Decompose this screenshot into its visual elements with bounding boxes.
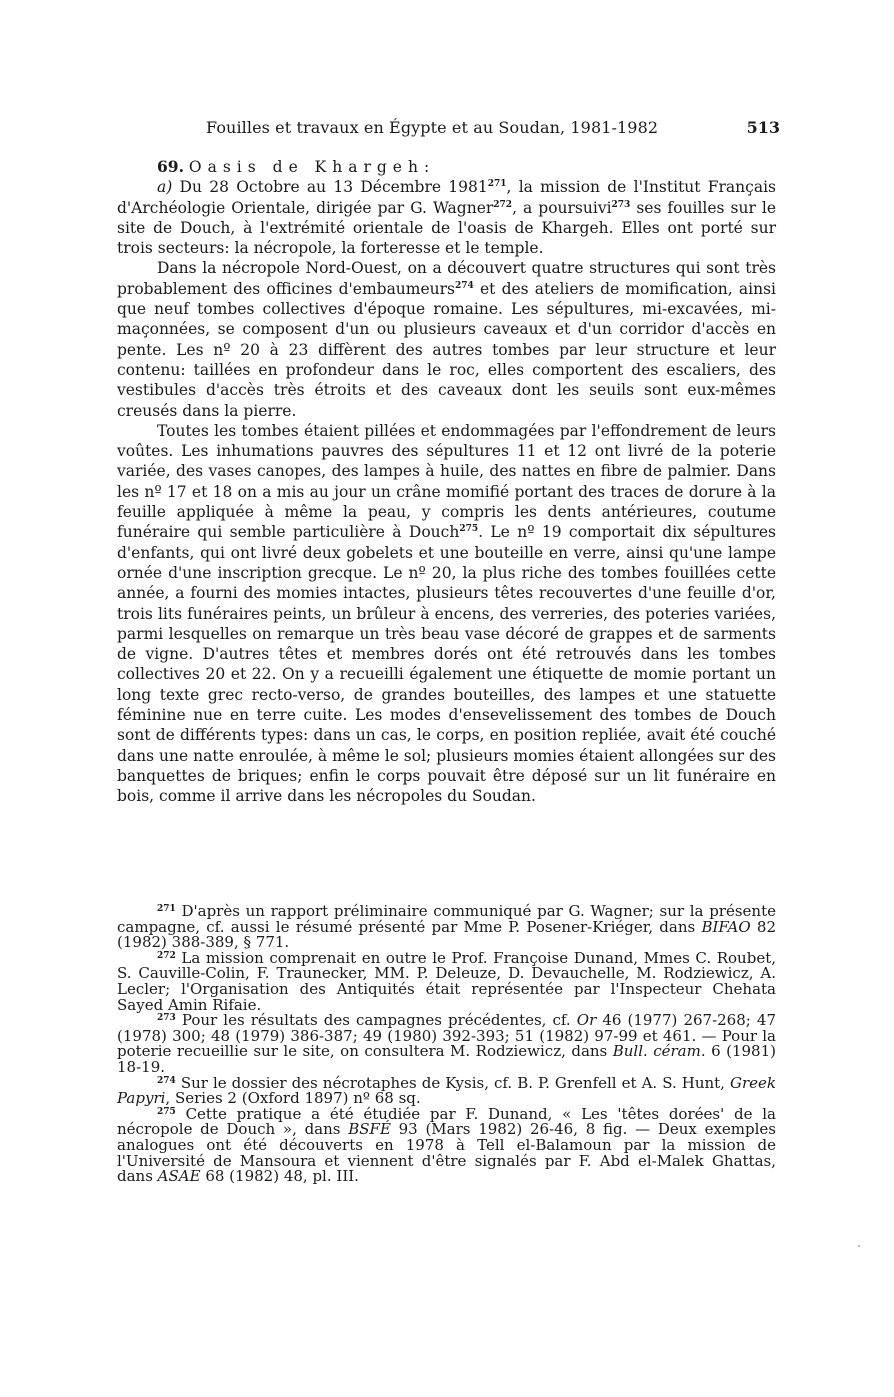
paragraph-1 <box>117 177 776 258</box>
text-run: Toutes les tombes étaient pillées et endommagées par l'effondrement de leurs voûtes. Les inhumations pauvres des sépultures 11 et 12 ont livré de la poterie variée, des vases canopes, des lampes à huile, des nattes en fibre de palmier. Dans les nº 17 et 18 on a mis au jour un crâne momifié portant des traces de dorure à la feuille appliquée à même la peau, y compris les dents antérieures, coutume funéraire qui semble particulière à Douch <box>117 421 776 542</box>
text-run: , Series 2 (Oxford 1897) nº 68 sq. <box>165 1089 421 1108</box>
book-title: Greek Papyri <box>117 1073 776 1108</box>
section-number: 69. <box>157 157 184 176</box>
paragraph-3 <box>117 421 776 807</box>
text-run: 93 (Mars 1982) 26-46, 8 fig. — Deux exemples analogues ont été découverts en 1978 à Tell el-Balamoun par la mission de l'Université de Mansoura et viennent d'être signalés par F. Abd el-Malek Ghattas, dans <box>117 1120 776 1186</box>
text-run: Pour les résultats des campagnes précédentes, cf. <box>175 1011 577 1030</box>
section-heading <box>117 157 776 177</box>
footnote-number: 272 <box>157 950 176 961</box>
footnote-274 <box>117 1073 776 1108</box>
page-number: 513 <box>746 118 780 137</box>
text-run: , la mission de l'Institut Français d'Archéologie Orientale, dirigée par G. Wagner <box>117 178 776 217</box>
text-run: Dans la nécropole Nord-Ouest, on a découvert quatre structures qui sont très probablement des officines d'embaumeurs <box>117 259 776 298</box>
running-title: Fouilles et travaux en Égypte et au Soudan, 1981-1982 <box>206 118 659 137</box>
footnote-number: 274 <box>157 1075 176 1086</box>
footnote-271 <box>117 904 776 951</box>
journal-title: BSFÉ <box>348 1120 391 1139</box>
footnote-number: 271 <box>157 904 176 914</box>
text-run: ses fouilles sur le site de Douch, à l'extrémité orientale de l'oasis de Khargeh. Elles ont porté sur trois secteurs: la nécropole, la forteresse et le temple. <box>117 198 776 258</box>
text-run: . Le nº 19 comportait dix sépultures d'enfants, qui ont livré deux gobelets et une bouteille en verre, ainsi qu'une lampe ornée d'une inscription grecque. Le nº 20, la plus riche des tombes fouillées cette année, a fourni des momies intactes, plusieurs têtes recouvertes d'une feuille d'or, trois lits funéraires peints, un brûleur à encens, des verreries, des poteries variées, parmi lesquelles on remarque un très beau vase décoré de grappes et de sarments de vigne. D'autres têtes et membres dorés ont été retrouvés dans les tombes collectives 20 et 22. On y a recueilli également une étiquette de momie portant un long texte grec recto-verso, de grandes bouteilles, des lampes et une statuette féminine nue en terre cuite. Les modes d'ensevelissement des tombes de Douch sont de différents types: dans un cas, le corps, en position repliée, avait été couché dans une natte enroulée, à même le sol; plusieurs momies étaient allongées sur des banquettes de briques; enfin le corps pouvait être déposé sur un lit funéraire en bois, comme il arrive dans les nécropoles du Soudan. <box>117 523 777 806</box>
footnote-272 <box>117 948 776 1014</box>
footnote-275 <box>117 1104 776 1186</box>
scan-speck <box>858 1245 860 1247</box>
footnotes <box>117 904 776 1185</box>
text-run: 82 (1982) 388-389, § 771. <box>117 917 776 952</box>
text-run: 68 (1982) 48, pl. III. <box>200 1167 359 1186</box>
paragraph-2 <box>117 258 776 420</box>
journal-title: Bull. céram. <box>612 1042 706 1061</box>
text-run: Cette pratique a été étudiée par F. Dunand, « Les 'têtes dorées' de la nécropole de Douch », dans <box>117 1104 776 1139</box>
footnote-number: 275 <box>157 1106 176 1117</box>
text-run: et des ateliers de momification, ainsi que neuf tombes collectives d'époque romaine. Les sépultures, mi-excavées, mi-maçonnées, se composent d'un ou plusieurs caveaux et d'un corridor d'accès en pente. Les nº 20 à 23 diffèrent des autres tombes par leur structure et leur contenu: taillées en profondeur dans le roc, elles comportent des escaliers, des vestibules d'accès très étroits et des caveaux dont les seuils sont eux-mêmes creusés dans la pierre. <box>117 279 776 420</box>
text-run: Sur le dossier des nécrotaphes de Kysis, cf. B. P. Grenfell et A. S. Hunt, <box>175 1073 730 1092</box>
journal-title: Or <box>576 1011 597 1030</box>
footnote-ref-275[interactable]: 275 <box>459 524 479 535</box>
footnote-ref-272[interactable]: 272 <box>493 199 513 210</box>
text-run: , a poursuivi <box>512 198 612 217</box>
text-run: 46 (1977) 267-268; 47 (1978) 300; 48 (1979) 386-387; 49 (1980) 392-393; 51 (1982) 97-99 et 461. — Pour la poterie recueillie sur le site, on consultera M. Rodziewicz, dans <box>117 1011 776 1061</box>
text-run: D'après un rapport préliminaire communiqué par G. Wagner; sur la présente campagne, cf. aussi le résumé présenté par Mme P. Posener-Kriéger, dans <box>117 902 776 936</box>
footnote-ref-274[interactable]: 274 <box>455 280 474 291</box>
footnote-ref-273[interactable]: 273 <box>611 199 631 210</box>
main-text <box>117 157 776 807</box>
footnote-ref-271[interactable]: 271 <box>487 179 507 190</box>
section-title: Oasis de Khargeh: <box>188 158 436 176</box>
text-run: Du 28 Octobre au 13 Décembre 1981 <box>172 178 488 197</box>
journal-title: ASAE <box>157 1167 201 1186</box>
journal-title: BIFAO <box>701 917 751 936</box>
footnote-273 <box>117 1013 776 1075</box>
text-run: La mission comprenait en outre le Prof. Françoise Dunand, Mmes C. Roubet, S. Cauville-Colin, F. Traunecker, MM. P. Deleuze, D. Devauchelle, M. Rodziewicz, A. Lecler; l'Organisation des Antiquités était représentée par l'Inspecteur Chehata Sayed Amin Rifaie. <box>117 948 776 1014</box>
paragraph-label: a) <box>157 178 173 197</box>
footnote-number: 273 <box>157 1013 176 1024</box>
text-run: 6 (1981) 18-19. <box>117 1042 776 1076</box>
